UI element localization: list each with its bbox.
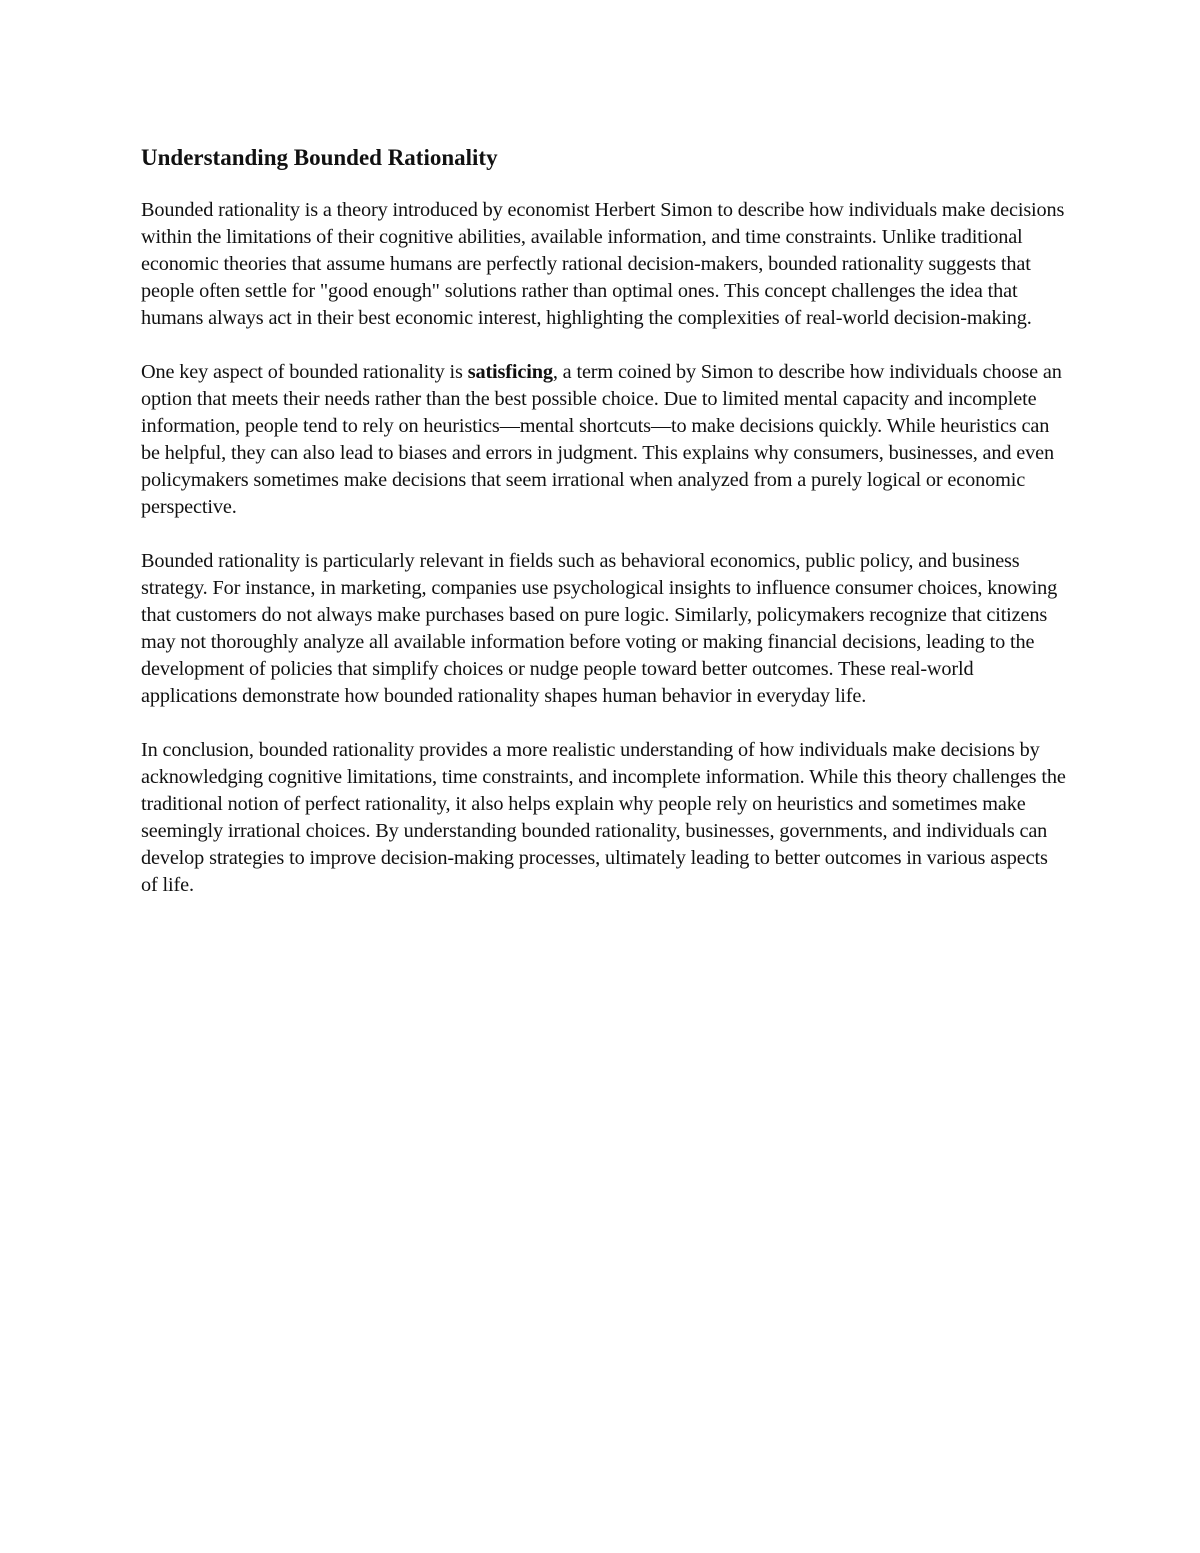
satisficing-term: satisficing: [467, 361, 553, 383]
document-title: Understanding Bounded Rationality: [141, 145, 498, 170]
paragraph-applications: Bounded rationality is particularly relevant in fields such as behavioral economics, public policy, and business strategy. For instance, in marketing, companies use psychological insights to influence consumer choices, knowing that customers do not always make purchases based on pure logic. Similarly, policymakers recognize that citizens may not thoroughly analyze all available information before voting or making financial decisions, leading to the development of policies that simplify choices or nudge people toward better outcomes. These real-world applications demonstrate how bounded rationality shapes human behavior in everyday life.: [141, 550, 1058, 707]
paragraph-intro: Bounded rationality is a theory introduced by economist Herbert Simon to describe how individuals make decisions within the limitations of their cognitive abilities, available information, and time constraints. Unlike traditional economic theories that assume humans are perfectly rational decision-makers, bounded rationality suggests that people often settle for "good enough" solutions rather than optimal ones. This concept challenges the idea that humans always act in their best economic interest, highlighting the complexities of real-world decision-making.: [141, 199, 1065, 329]
document-page: [141, 142, 1066, 926]
paragraph-satisficing: [141, 359, 1066, 521]
paragraph-conclusion: In conclusion, bounded rationality provides a more realistic understanding of how individuals make decisions by acknowledging cognitive limitations, time constraints, and incomplete information. While this theory challenges the traditional notion of perfect rationality, it also helps explain why people rely on heuristics and sometimes make seemingly irrational choices. By understanding bounded rationality, businesses, governments, and individuals can develop strategies to improve decision-making processes, ultimately leading to better outcomes in various aspects of life.: [141, 739, 1066, 896]
paragraph-satisficing-end: , a term coined by Simon to describe how individuals choose an option that meets their needs rather than the best possible choice. Due to limited mental capacity and incomplete information, people tend to rely on heuristics—mental shortcuts—to make decisions quickly. While heuristics can be helpful, they can also lead to biases and errors in judgment. This explains why consumers, businesses, and even policymakers sometimes make decisions that seem irrational when analyzed from a purely logical or economic perspective.: [141, 361, 1062, 518]
paragraph-satisficing-start: One key aspect of bounded rationality is: [141, 361, 468, 383]
